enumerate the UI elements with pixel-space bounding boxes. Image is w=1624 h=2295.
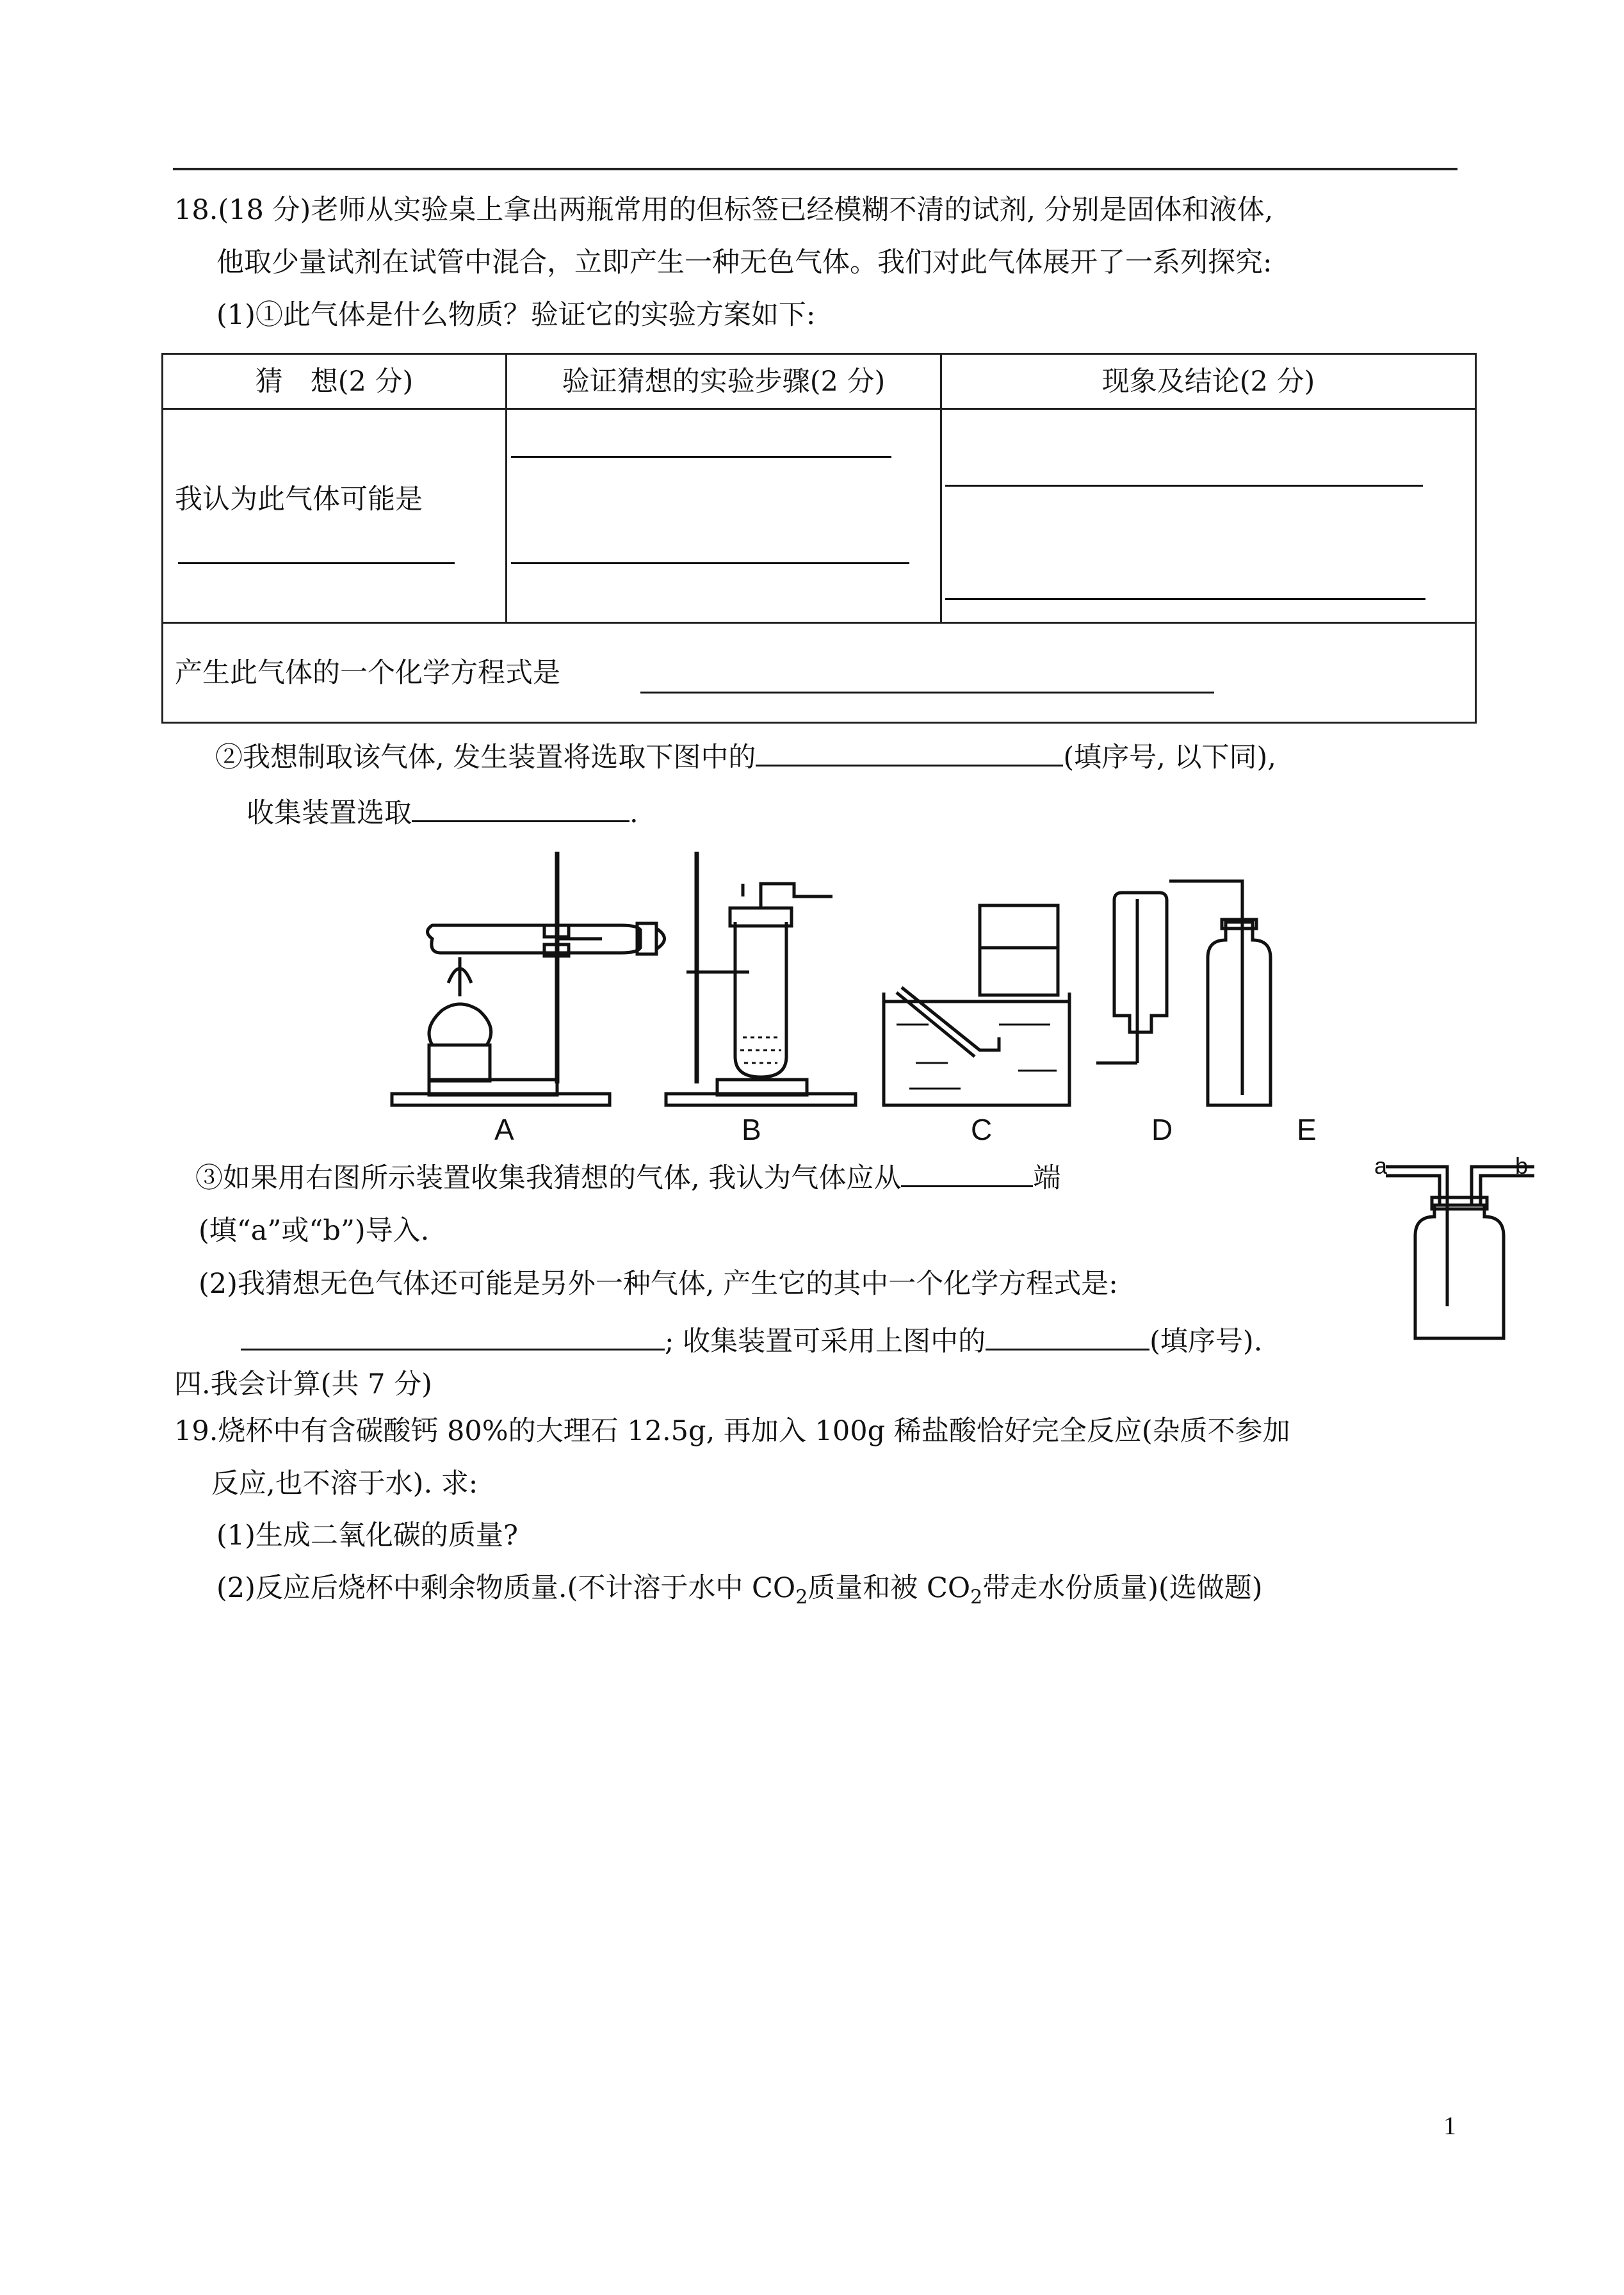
collector-answer-blank[interactable] xyxy=(412,791,629,822)
q18-part2-text-a: ②我想制取该气体, 发生装置将选取下图中的 xyxy=(215,742,756,774)
q18-part4-line2 xyxy=(241,1319,1262,1361)
page-number: 1 xyxy=(1443,2111,1456,2140)
result-answer-blank-1[interactable] xyxy=(945,485,1423,487)
q19-line4 xyxy=(216,1569,1263,1617)
q18-part3-line1 xyxy=(195,1156,1060,1197)
q19-line2: 反应,也不溶于水). 求: xyxy=(211,1468,478,1500)
apparatus-a-drawing xyxy=(392,852,665,1105)
q18-part3-text-a: ③如果用右图所示装置收集我猜想的气体, 我认为气体应从 xyxy=(195,1162,902,1194)
q18-part2-line2 xyxy=(247,791,638,832)
q18-part2-text-c: 收集装置选取 xyxy=(247,797,412,829)
steps-answer-blank-1[interactable] xyxy=(511,456,891,458)
gas-bottle-figure xyxy=(1383,1153,1537,1345)
q19-line1: 19.烧杯中有含碳酸钙 80%的大理石 12.5g, 再加入 100g 稀盐酸恰好完全反应(杂质不参加 xyxy=(174,1415,1290,1447)
q18-part3-text-b: 端 xyxy=(1033,1162,1061,1194)
guess-answer-blank[interactable] xyxy=(178,562,455,564)
steps-answer-blank-2[interactable] xyxy=(511,562,909,564)
q19-line4-c: 带走水份质量)(选做题) xyxy=(982,1572,1263,1604)
result-answer-blank-2[interactable] xyxy=(945,598,1425,600)
steps-cell xyxy=(507,409,941,623)
bottle-label-a: a xyxy=(1374,1153,1388,1179)
q18-part2-line1 xyxy=(215,735,1276,777)
apparatus-b-drawing xyxy=(666,852,856,1105)
apparatus-label-c: C xyxy=(971,1113,993,1146)
apparatus-figure xyxy=(384,845,1370,1146)
q19-line4-sub1: 2 xyxy=(795,1586,808,1609)
q18-part3-line2: (填“a”或“b”)导入. xyxy=(199,1215,430,1247)
equation-cell xyxy=(163,623,1476,723)
apparatus-label-d: D xyxy=(1151,1113,1173,1146)
section-4-heading: 四.我会计算(共 7 分) xyxy=(174,1368,432,1400)
bottle-label-b: b xyxy=(1515,1153,1529,1179)
collector2-answer-blank[interactable] xyxy=(986,1319,1149,1350)
q18-part2-text-b: (填序号, 以下同), xyxy=(1063,742,1276,774)
result-cell xyxy=(941,409,1476,623)
q19-line3: (1)生成二氧化碳的质量? xyxy=(216,1520,518,1552)
q19-line4-a: (2)反应后烧杯中剩余物质量.(不计溶于水中 CO xyxy=(216,1572,796,1604)
q19-line4-b: 质量和被 CO xyxy=(808,1572,971,1604)
header-result: 现象及结论(2 分) xyxy=(941,354,1476,409)
generator-answer-blank[interactable] xyxy=(756,735,1063,766)
q18-line3: (1)①此气体是什么物质？验证它的实验方案如下: xyxy=(216,299,816,331)
q18-part2-text-d: . xyxy=(629,797,638,829)
q18-line1: 18.(18 分)老师从实验桌上拿出两瓶常用的但标签已经模糊不清的试剂, 分别是固体和液体, xyxy=(174,194,1274,226)
equation2-answer-blank[interactable] xyxy=(241,1319,665,1350)
q18-part4-line1: (2)我猜想无色气体还可能是另外一种气体, 产生它的其中一个化学方程式是: xyxy=(199,1268,1118,1300)
apparatus-c-drawing xyxy=(884,905,1069,1105)
q18-line2: 他取少量试剂在试管中混合，立即产生一种无色气体。我们对此气体展开了一系列探究: xyxy=(216,247,1272,279)
guess-cell xyxy=(163,409,507,623)
q18-part4-text-b: ; 收集装置可采用上图中的 xyxy=(665,1326,986,1358)
apparatus-label-a: A xyxy=(494,1113,514,1146)
apparatus-label-e: E xyxy=(1297,1113,1317,1146)
equation-answer-blank[interactable] xyxy=(640,692,1214,693)
top-rule xyxy=(173,168,1458,170)
q19-line4-sub2: 2 xyxy=(970,1586,983,1609)
apparatus-e-drawing xyxy=(1169,881,1271,1105)
header-steps: 验证猜想的实验步骤(2 分) xyxy=(507,354,941,409)
apparatus-label-b: B xyxy=(742,1113,761,1146)
inlet-answer-blank[interactable] xyxy=(901,1156,1033,1187)
q18-part4-text-c: (填序号). xyxy=(1149,1326,1263,1358)
guess-label: 我认为此气体可能是 xyxy=(175,483,423,515)
experiment-plan-table xyxy=(161,353,1477,724)
apparatus-d-drawing xyxy=(1096,893,1167,1063)
equation-label: 产生此气体的一个化学方程式是 xyxy=(175,656,560,689)
header-guess: 猜 想(2 分) xyxy=(163,354,507,409)
